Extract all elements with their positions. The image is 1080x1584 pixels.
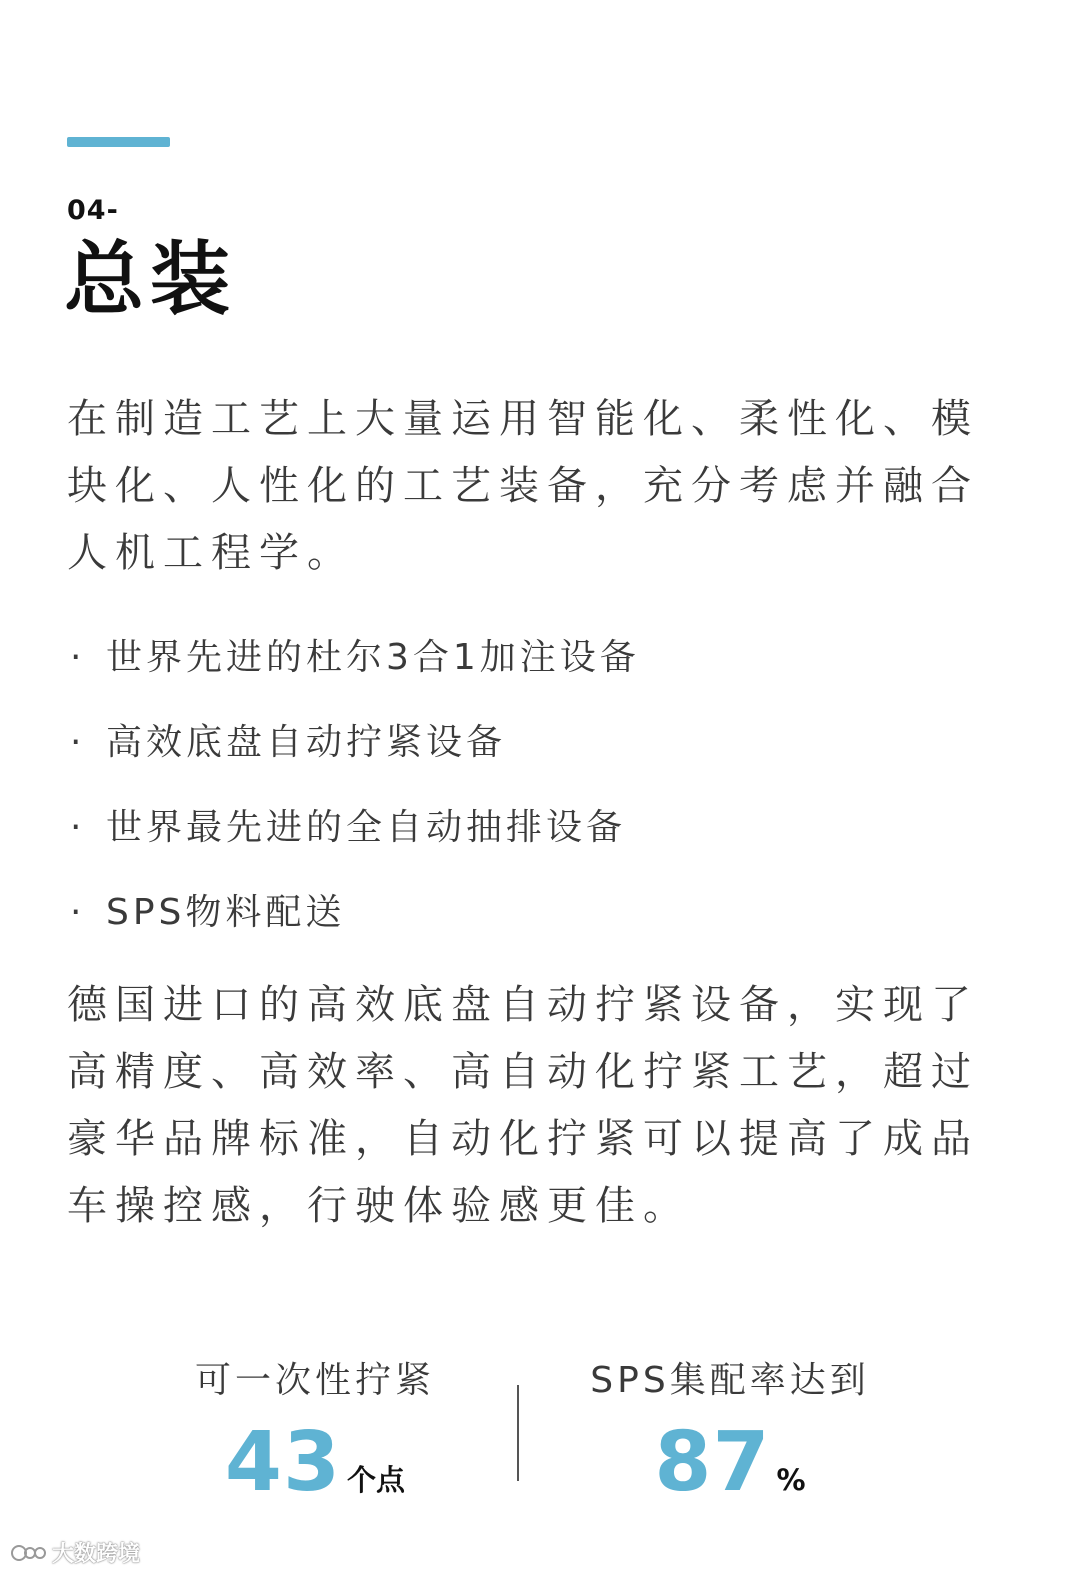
watermark-text: 大数跨境 [52,1542,141,1567]
list-item [70,712,640,797]
accent-bar [67,137,170,147]
intro-paragraph: 在制造工艺上大量运用智能化、柔性化、模块化、人性化的工艺装备，充分考虑并融合人机工程学。 [67,396,979,576]
bullet-dot-icon: · [70,807,86,848]
stat-label: 可一次性拧紧 [194,1360,435,1401]
watermark [10,1537,140,1568]
stat-tighten-points [115,1350,515,1508]
stat-value: 43 [224,1415,342,1510]
section-title: 总装 [64,233,236,326]
stat-label: SPS集配率达到 [590,1360,870,1401]
list-item [70,627,640,712]
section-number: 04- [67,195,119,226]
watermark-logo-icon [10,1542,48,1564]
list-item [70,882,640,967]
bullet-dot-icon: · [70,637,86,678]
stat-unit: % [776,1463,806,1497]
stat-unit: 个点 [347,1463,406,1497]
stats-row [0,1350,1080,1510]
bullet-dot-icon: · [70,892,86,933]
bullet-dot-icon: · [70,722,86,763]
list-item-text: SPS物料配送 [106,892,346,933]
list-item [70,797,640,882]
list-item-text: 世界先进的杜尔3合1加注设备 [106,637,640,678]
list-item-text: 高效底盘自动拧紧设备 [106,722,507,763]
stat-sps-rate [530,1350,930,1508]
stat-value: 87 [654,1415,771,1510]
stats-divider [517,1385,519,1481]
detail-paragraph: 德国进口的高效底盘自动拧紧设备，实现了高精度、高效率、高自动化拧紧工艺，超过豪华品牌标准，自动化拧紧可以提高了成品车操控感，行驶体验感更佳。 [67,982,979,1229]
feature-list [70,627,640,967]
list-item-text: 世界最先进的全自动抽排设备 [106,807,627,848]
